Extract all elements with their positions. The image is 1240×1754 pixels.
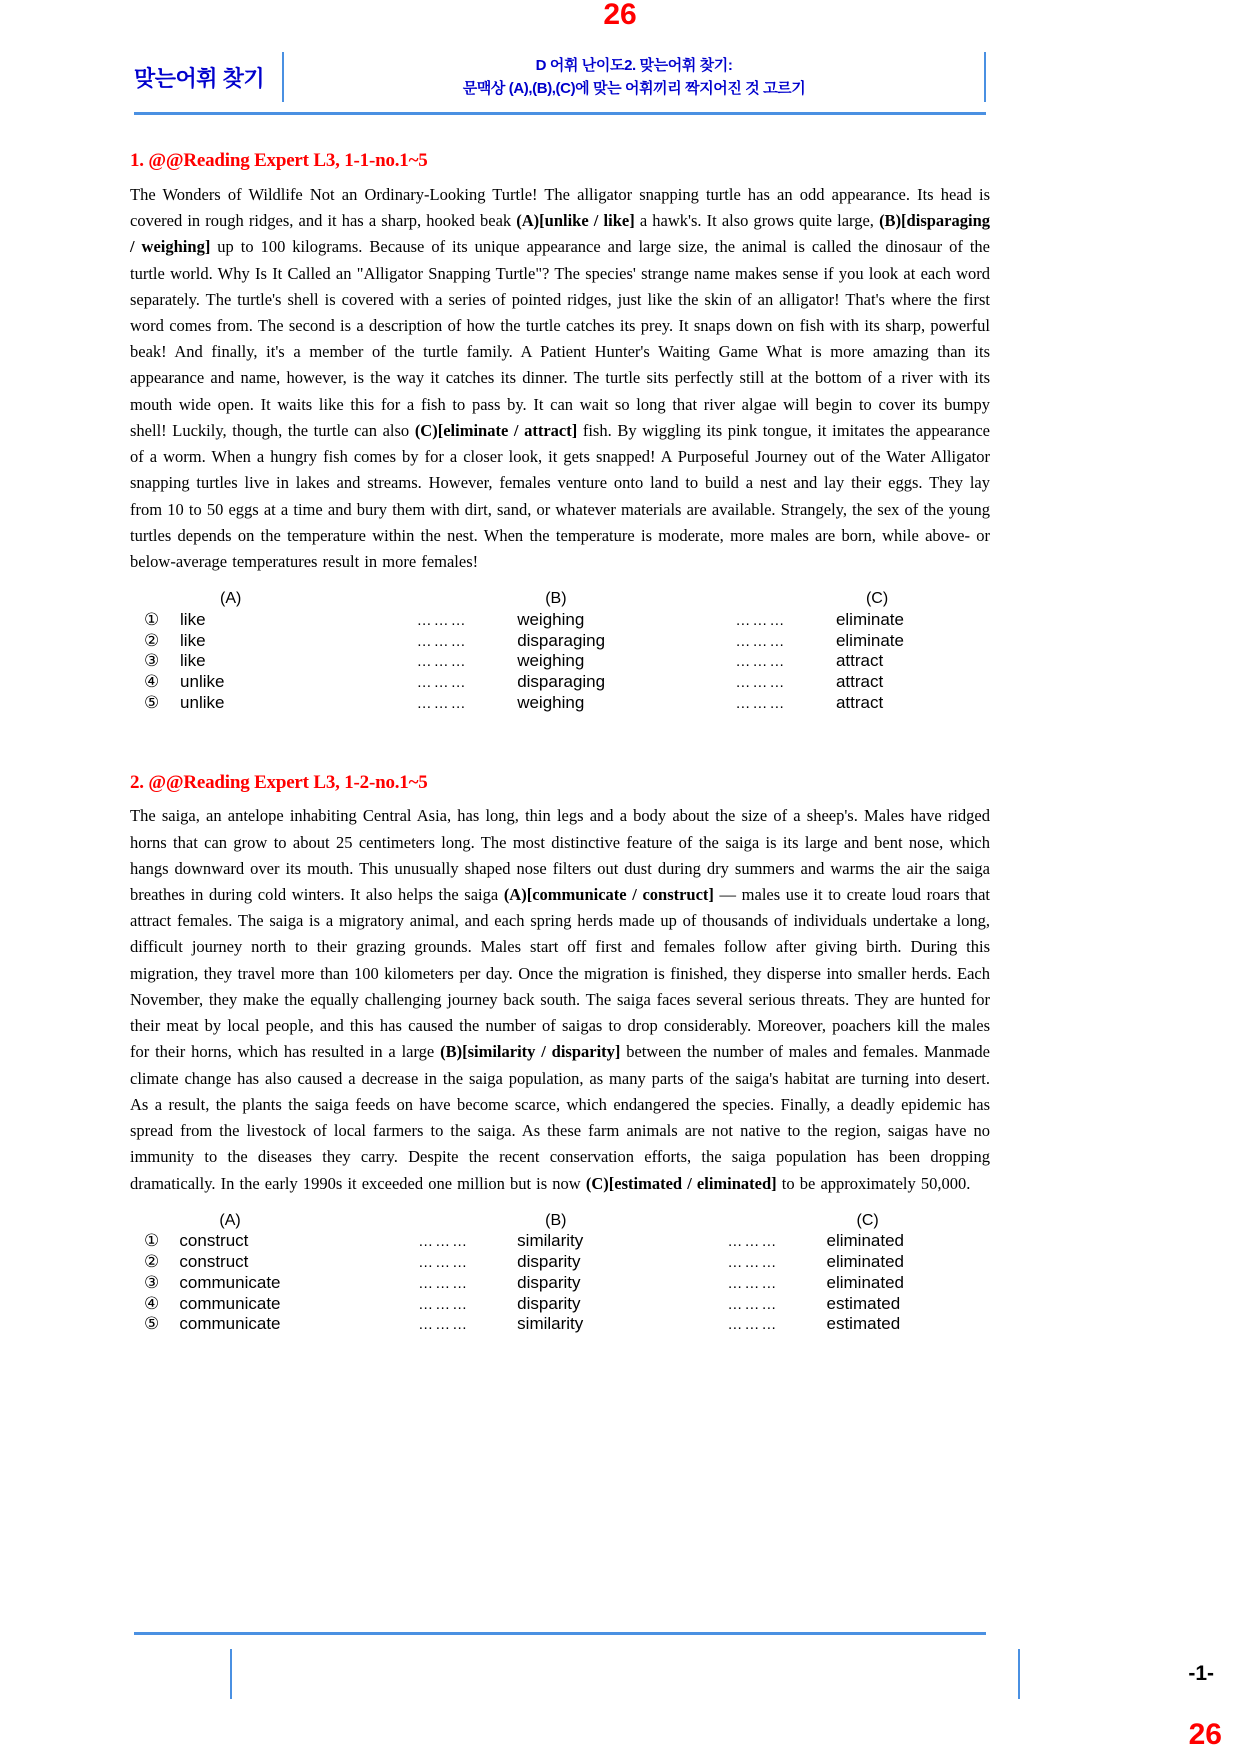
choice-value-b: disparity [517, 1272, 581, 1292]
choice-number: ③ [144, 651, 160, 671]
choice-dots: ……… [727, 1274, 779, 1292]
choice-dots: ……… [727, 1316, 779, 1334]
answer-choice-row[interactable] [144, 631, 904, 652]
choice-value-c: eliminated [826, 1272, 904, 1292]
column-header-spacer [144, 1211, 179, 1232]
choice-value-b: similarity [517, 1314, 584, 1334]
choice-value-c: eliminate [835, 630, 904, 650]
column-header-a: (A) [220, 590, 242, 608]
choice-value-a: construct [179, 1231, 249, 1251]
choice-dots: ……… [735, 632, 787, 650]
question-passage-2: The saiga, an antelope inhabiting Central Asia, has long, thin legs and a body about the size of a sheep's. Males have ridged horns that can grow to about 25 centimeters long. The most distinctive feature of the saiga is its large and bent nose, which hangs downward over its mouth. This unusually shaped nose filters out dust during dry summers and warms the air the saiga breathes in during cold winters. It also helps the saiga (A)[communicate / construct] — males use it to create loud roars that attract females. The saiga is a migratory animal, and each spring herds made up of thousands of individuals undertake a long, difficult journey north to their grazing grounds. Males start off first and females follow after giving birth. During this migration, they travel more than 100 kilometers per day. Once the migration is finished, they disperse into smaller herds. Each November, they make the equally challenging journey back south. The saiga faces several serious threats. They are hunted for their meat by local people, and this has caused the number of saigas to drop considerably. Moreover, poachers kill the males for their horns, which has resulted in a large (B)[similarity / disparity] between the number of males and females. Manmade climate change has also caused a decrease in the saiga population, as many parts of the saiga's habitat are turning into desert. As a result, the plants the saiga feeds on have become scarce, which endangered the species. Finally, a deadly epidemic has spread from the livestock of local farmers to the saiga. As these farm animals are not native to the region, saigas have no immunity to the diseases they carry. Despite the recent conservation efforts, the saiga population has been dropping dramatically. In the early 1990s it exceeded one million but is now (C)[estimated / eliminated] to be approximately 50,000. [130, 806, 991, 1193]
choice-number: ④ [144, 672, 160, 692]
column-header-spacer [735, 589, 836, 610]
column-header-spacer [418, 1211, 517, 1232]
choice-number: ⑤ [144, 1314, 160, 1334]
choice-dots: ……… [727, 1254, 779, 1272]
question-title-1: 1. @@Reading Expert L3, 1-1-no.1~5 [130, 150, 428, 171]
column-header-spacer [417, 589, 518, 610]
column-header-b: (B) [545, 590, 567, 608]
choice-number: ④ [144, 1293, 160, 1313]
choice-dots: ……… [735, 611, 787, 629]
choice-value-c: attract [835, 651, 884, 671]
choice-value-b: weighing [517, 692, 585, 712]
answer-choice-row[interactable] [144, 672, 904, 693]
choice-dots: ……… [735, 674, 787, 692]
choice-dots: ……… [416, 611, 468, 629]
choice-dots: ……… [735, 694, 787, 712]
answer-choices-body-1 [144, 589, 904, 713]
choice-dots: ……… [416, 694, 468, 712]
choice-value-a: like [180, 651, 206, 671]
choice-number: ① [144, 1231, 160, 1251]
choice-value-a: construct [179, 1252, 249, 1272]
answer-choice-row[interactable] [144, 651, 904, 672]
column-header-c: (C) [865, 590, 889, 608]
choice-dots: ……… [418, 1254, 470, 1272]
choice-value-b: weighing [517, 609, 585, 629]
worksheet-content [130, 150, 990, 1337]
choice-number: ⑤ [144, 692, 160, 712]
choice-value-a: communicate [179, 1272, 281, 1292]
header-subtitle-line1: D 어휘 난이도2. 맞는어휘 찾기: [535, 56, 733, 74]
answer-choice-row[interactable] [144, 693, 904, 714]
choice-dots: ……… [418, 1295, 470, 1313]
choice-dots: ……… [416, 674, 468, 692]
choice-dots: ……… [418, 1233, 470, 1251]
answer-choice-row[interactable] [144, 1252, 904, 1273]
header-divider-right [984, 52, 986, 102]
answer-choices-body-2 [144, 1211, 904, 1335]
column-header-spacer [144, 589, 180, 610]
answer-choices-table-2 [144, 1211, 904, 1335]
page-header [134, 46, 986, 108]
footer-divider-left [230, 1649, 232, 1699]
choice-value-b: similarity [517, 1231, 584, 1251]
page-footer [134, 1642, 1214, 1706]
choice-dots: ……… [416, 632, 468, 650]
column-header-b: (B) [545, 1211, 567, 1229]
answer-choices-table-1 [144, 589, 904, 713]
column-header-c: (C) [856, 1211, 879, 1229]
page-number: -1- [1188, 1662, 1214, 1685]
choice-value-a: like [180, 630, 206, 650]
question-passage-1: The Wonders of Wildlife Not an Ordinary-Looking Turtle! The alligator snapping turtle has an odd appearance. Its head is covered in rough ridges, and it has a sharp, hooked beak (A)[unlike / like] a hawk's. It also grows quite large, (B)[disparaging / weighing] up to 100 kilograms. Because of its unique appearance and large size, the animal is called the dinosaur of the turtle world. Why Is It Called an "Alligator Snapping Turtle"? The species' strange name makes sense if you look at each word separately. The turtle's shell is covered with a series of pointed ridges, just like the skin of an alligator! That's where the first word comes from. The second is a description of how the turtle catches its prey. It snaps down on fish with its sharp, powerful beak! And finally, it's a member of the turtle family. A Patient Hunter's Waiting Game What is more amazing than its appearance and name, however, is the way it catches its dinner. The turtle sits perfectly still at the bottom of a river with its mouth wide open. It waits like this for a fish to pass by. It can wait so long that river algae will begin to cover its bumpy shell! Luckily, though, the turtle can also (C)[eliminate / attract] fish. By wiggling its pink tongue, it imitates the appearance of a worm. When a hungry fish comes by for a closer look, it gets snapped! A Purposeful Journey out of the Water Alligator snapping turtles live in lakes and streams. However, females venture onto land to build a nest and lay their eggs. They lay from 10 to 50 eggs at a time and bury them with dirt, sand, or whatever materials are available. Strangely, the sex of the young turtles depends on the temperature within the nest. When the temperature is moderate, more males are born, while above- or below-average temperatures result in more females! [130, 184, 991, 572]
choice-dots: ……… [418, 1274, 470, 1292]
choice-dots: ……… [416, 653, 468, 671]
header-subtitle [284, 54, 984, 101]
column-header-spacer [727, 1211, 826, 1232]
choice-dots: ……… [727, 1295, 779, 1313]
choice-value-c: eliminated [826, 1231, 904, 1251]
choice-value-b: disparity [517, 1252, 581, 1272]
choice-dots: ……… [418, 1316, 470, 1334]
choice-value-c: eliminate [835, 609, 904, 629]
choice-number: ③ [144, 1272, 160, 1292]
choice-number: ② [144, 630, 160, 650]
choice-dots: ……… [727, 1233, 779, 1251]
header-subtitle-line2: 문맥상 (A),(B),(C)에 맞는 어휘끼리 짝지어진 것 고르기 [462, 80, 806, 97]
choice-number: ① [144, 609, 160, 629]
choice-value-c: attract [835, 692, 884, 712]
choice-value-c: eliminated [826, 1252, 904, 1272]
choice-value-b: weighing [517, 651, 585, 671]
answer-choice-row[interactable] [144, 610, 904, 631]
choice-value-a: communicate [179, 1293, 281, 1313]
choice-value-b: disparity [517, 1293, 581, 1313]
question-block-2 [130, 772, 990, 1336]
header-rule [134, 112, 986, 115]
answer-choice-row[interactable] [144, 1273, 904, 1294]
question-block-1 [130, 150, 990, 714]
choice-value-a: like [180, 609, 206, 629]
choice-value-a: unlike [180, 692, 225, 712]
choice-value-b: disparaging [517, 630, 606, 650]
question-spacer [130, 716, 990, 772]
choice-value-b: disparaging [517, 672, 606, 692]
choice-value-c: attract [835, 672, 884, 692]
choice-value-c: estimated [826, 1314, 901, 1334]
choice-value-c: estimated [826, 1293, 901, 1313]
choice-dots: ……… [735, 653, 787, 671]
answer-choice-row[interactable] [144, 1231, 904, 1252]
answer-choice-row[interactable] [144, 1294, 904, 1315]
choice-number: ② [144, 1252, 160, 1272]
column-header-a: (A) [219, 1211, 241, 1229]
question-title-2: 2. @@Reading Expert L3, 1-2-no.1~5 [130, 771, 428, 793]
choice-value-a: unlike [180, 672, 225, 692]
top-page-marker: 26 [603, 0, 637, 31]
answer-choices-header-row [144, 589, 904, 610]
bottom-page-marker: 26 [1188, 1718, 1222, 1751]
choice-value-a: communicate [179, 1314, 281, 1334]
footer-rule [134, 1632, 986, 1635]
header-title: 맞는어휘 찾기 [134, 65, 265, 91]
answer-choice-row[interactable] [144, 1314, 904, 1335]
answer-choices-header-row [144, 1211, 904, 1232]
